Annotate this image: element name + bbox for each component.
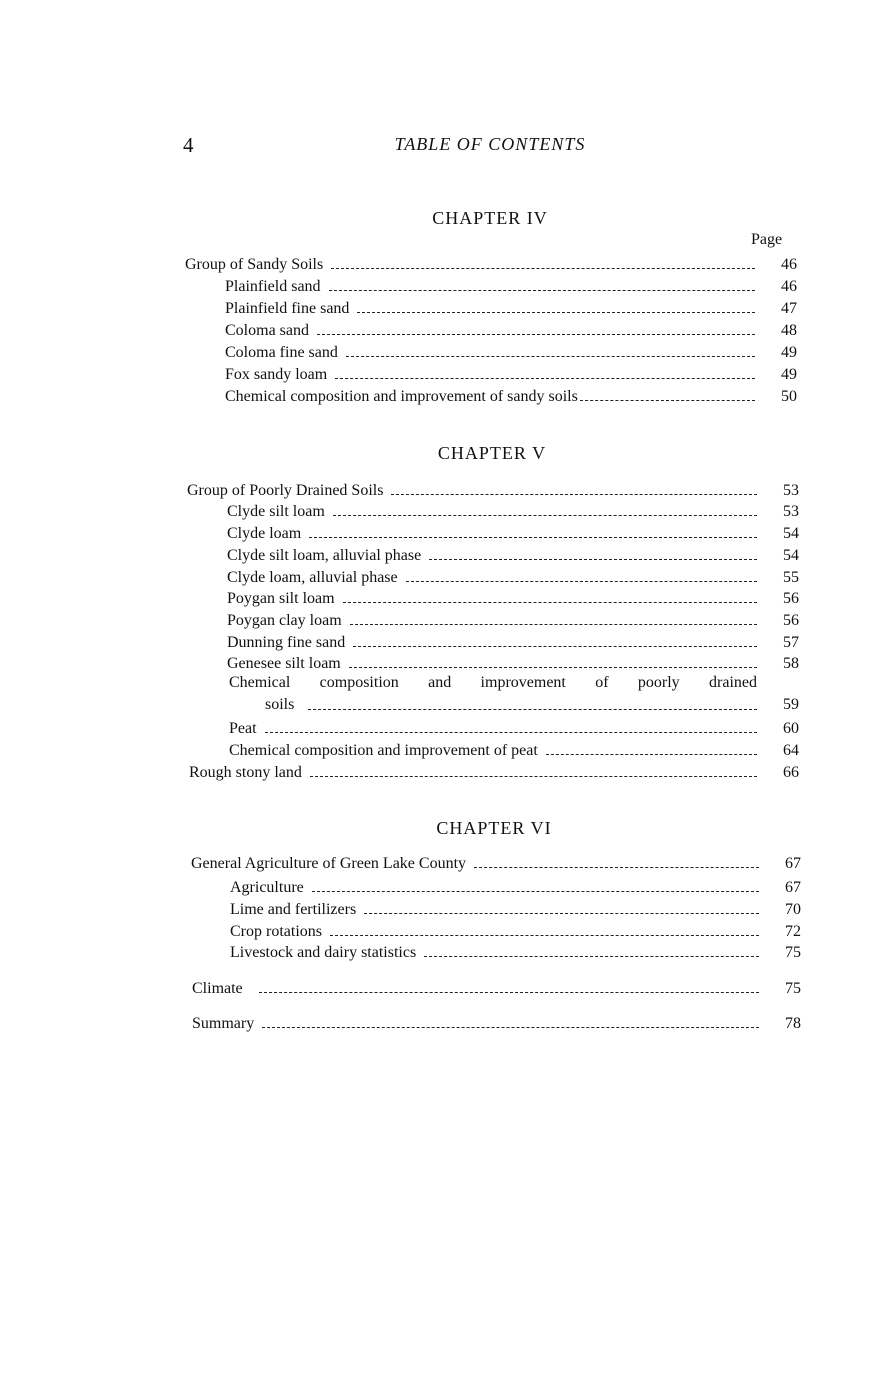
toc-entry[interactable]	[230, 876, 801, 898]
toc-entry-page: 49	[781, 344, 797, 361]
toc-entry-page: 72	[785, 923, 801, 940]
dot-leader	[333, 514, 757, 516]
dot-leader	[406, 580, 757, 582]
dot-leader	[265, 731, 757, 733]
dot-leader	[391, 493, 757, 495]
toc-entry-page: 46	[781, 256, 797, 273]
dot-leader	[312, 890, 759, 892]
toc-entry-title: Group of Poorly Drained Soils	[187, 482, 384, 499]
toc-entry-page: 50	[781, 388, 797, 405]
toc-entry[interactable]	[230, 920, 801, 942]
toc-entry-page: 67	[785, 879, 801, 896]
toc-entry-page: 54	[783, 525, 799, 542]
toc-entry[interactable]	[225, 341, 797, 363]
toc-entry-title: Peat	[229, 720, 257, 737]
toc-entry[interactable]	[229, 739, 799, 761]
toc-entry-title: Climate	[192, 980, 243, 997]
dot-leader	[330, 934, 759, 936]
toc-entry-title: Poygan silt loam	[227, 590, 335, 607]
toc-entry-title: Plainfield fine sand	[225, 300, 350, 317]
dot-leader	[357, 311, 755, 313]
dot-leader	[331, 267, 755, 269]
toc-entry-title: Plainfield sand	[225, 278, 321, 295]
toc-entry-title: Livestock and dairy statistics	[230, 944, 417, 961]
toc-entry[interactable]	[227, 566, 799, 588]
chapter-heading: CHAPTER V	[437, 443, 547, 463]
toc-entry[interactable]	[185, 253, 797, 275]
toc-entry-title: Agriculture	[230, 879, 304, 896]
toc-entry[interactable]	[227, 609, 799, 631]
toc-entry-title: Chemical composition and improvement of sandy soils	[225, 388, 578, 405]
dot-leader	[343, 601, 757, 603]
toc-entry-title: Rough stony land	[189, 764, 302, 781]
toc-entry-title: Chemical composition and improvement of peat	[229, 742, 538, 759]
toc-entry-wrapped[interactable]	[229, 672, 799, 716]
chapter-heading: CHAPTER IV	[432, 208, 548, 228]
toc-entry-title: Coloma fine sand	[225, 344, 338, 361]
toc-entry-page: 66	[783, 764, 799, 781]
toc-entry[interactable]	[230, 941, 801, 963]
dot-leader	[353, 645, 757, 647]
dot-leader	[349, 666, 757, 668]
toc-entry[interactable]	[227, 522, 799, 544]
toc-entry-title: Coloma sand	[225, 322, 309, 339]
toc-entry[interactable]	[225, 297, 797, 319]
toc-entry-page: 56	[783, 590, 799, 607]
toc-entry-page: 58	[783, 655, 799, 672]
page-number: 4	[183, 133, 194, 157]
toc-entry-title: Lime and fertilizers	[230, 901, 357, 918]
toc-entry-page: 64	[783, 742, 799, 759]
toc-entry[interactable]	[227, 631, 799, 653]
toc-entry-page: 60	[783, 720, 799, 737]
toc-entry-title: Genesee silt loam	[227, 655, 341, 672]
toc-entry[interactable]	[227, 544, 799, 566]
dot-leader	[308, 708, 757, 710]
toc-entry-page: 56	[783, 612, 799, 629]
dot-leader	[546, 753, 757, 755]
toc-entry[interactable]	[192, 977, 801, 999]
dot-leader	[317, 333, 755, 335]
toc-entry[interactable]	[187, 479, 799, 501]
toc-entry-page: 54	[783, 547, 799, 564]
toc-entry-title: Clyde loam	[227, 525, 302, 542]
toc-entry[interactable]	[225, 385, 797, 407]
dot-leader	[259, 991, 759, 993]
dot-leader	[364, 912, 759, 914]
dot-leader	[335, 377, 755, 379]
toc-entry-page: 48	[781, 322, 797, 339]
toc-entry-page: 67	[785, 855, 801, 872]
toc-entry-title: Group of Sandy Soils	[185, 256, 324, 273]
dot-leader	[310, 775, 757, 777]
toc-entry-title: General Agriculture of Green Lake County	[191, 855, 467, 872]
dot-leader	[329, 289, 755, 291]
toc-entry-page: 78	[785, 1015, 801, 1032]
toc-entry[interactable]	[229, 717, 799, 739]
dot-leader	[580, 399, 755, 401]
page-column-label: Page	[751, 231, 783, 248]
toc-entry-title-line1: Chemical composition and improvement of poorly drained	[229, 674, 757, 691]
toc-entry-page: 53	[783, 482, 799, 499]
toc-entry-page: 57	[783, 634, 799, 651]
toc-entry-title: Summary	[192, 1015, 255, 1032]
toc-entry-page: 53	[783, 503, 799, 520]
dot-leader	[350, 623, 757, 625]
toc-entry-page: 55	[783, 569, 799, 586]
toc-entry[interactable]	[191, 852, 801, 874]
chapter-heading: CHAPTER VI	[436, 818, 552, 838]
toc-entry[interactable]	[189, 761, 799, 783]
toc-entry-title: Clyde silt loam	[227, 503, 325, 520]
toc-entry-page: 59	[783, 696, 799, 713]
toc-entry-page: 46	[781, 278, 797, 295]
toc-entry-title-line2: soils	[265, 696, 295, 713]
toc-entry-title: Fox sandy loam	[225, 366, 328, 383]
toc-entry-title: Poygan clay loam	[227, 612, 342, 629]
dot-leader	[424, 955, 759, 957]
toc-entry-page: 70	[785, 901, 801, 918]
dot-leader	[346, 355, 755, 357]
toc-entry[interactable]	[192, 1012, 801, 1034]
dot-leader	[262, 1026, 759, 1028]
toc-entry-page: 75	[785, 944, 801, 961]
toc-entry-title: Clyde loam, alluvial phase	[227, 569, 398, 586]
toc-entry[interactable]	[225, 363, 797, 385]
dot-leader	[474, 866, 759, 868]
toc-entry-title-line2-row	[229, 694, 799, 716]
toc-entry-title: Clyde silt loam, alluvial phase	[227, 547, 422, 564]
toc-entry[interactable]	[227, 587, 799, 609]
toc-entry[interactable]	[230, 898, 801, 920]
toc-entry[interactable]	[225, 319, 797, 341]
dot-leader	[309, 536, 757, 538]
toc-entry-title: Dunning fine sand	[227, 634, 346, 651]
running-head: TABLE OF CONTENTS	[394, 134, 586, 154]
toc-entry-page: 75	[785, 980, 801, 997]
toc-entry-page: 49	[781, 366, 797, 383]
toc-entry[interactable]	[225, 275, 797, 297]
toc-entry[interactable]	[227, 652, 799, 674]
dot-leader	[429, 558, 757, 560]
toc-entry-title: Crop rotations	[230, 923, 322, 940]
toc-entry-page: 47	[781, 300, 797, 317]
toc-entry[interactable]	[227, 500, 799, 522]
